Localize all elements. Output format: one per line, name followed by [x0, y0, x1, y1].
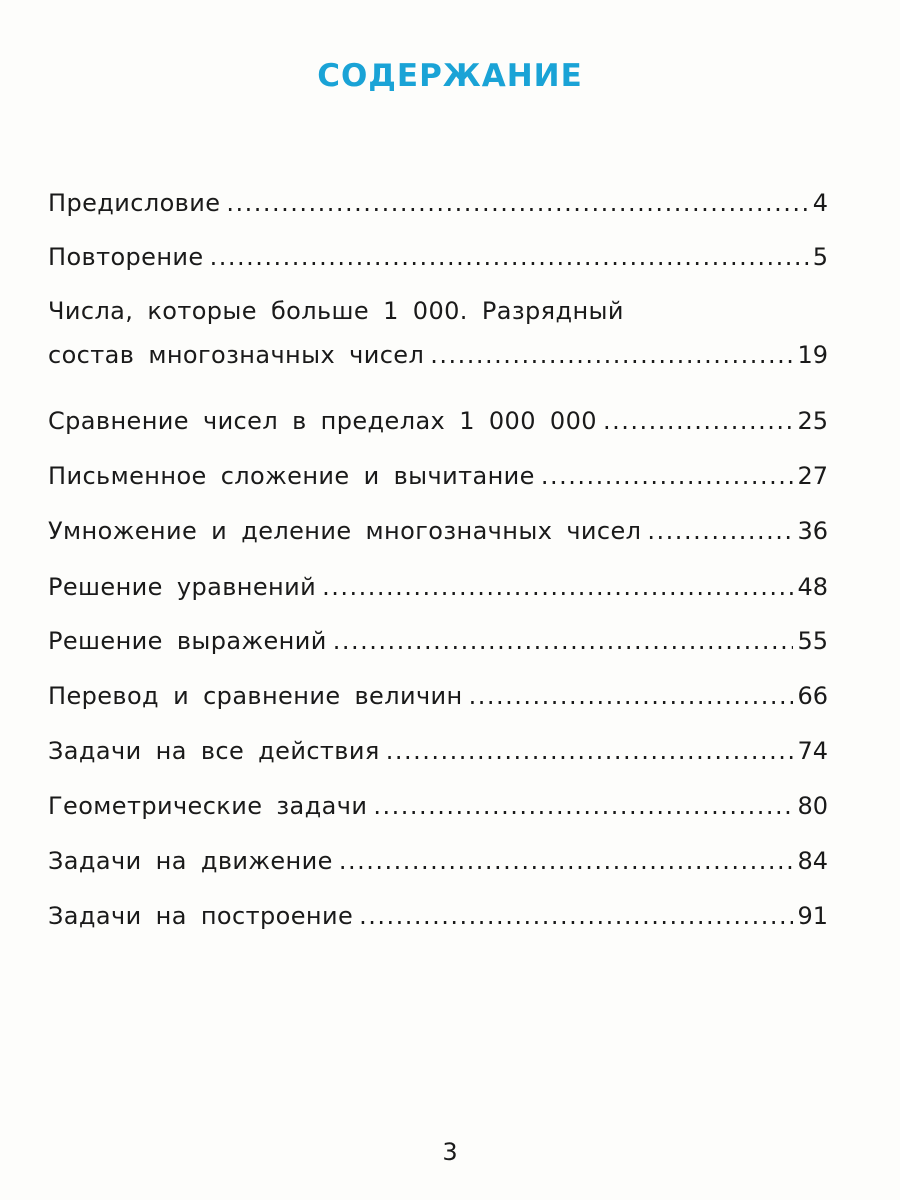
toc-entry-label-line1: Числа, которые больше 1 000. Разрядный — [48, 297, 624, 325]
toc-leader-dots — [210, 240, 809, 274]
page-title: СОДЕРЖАНИЕ — [317, 58, 583, 94]
toc-leader-dots — [430, 338, 793, 372]
toc-entry-page: 55 — [797, 627, 828, 655]
toc-entry-construction[interactable] — [48, 899, 828, 933]
toc-leader-dots — [339, 844, 794, 878]
toc-entry-page: 4 — [812, 189, 828, 217]
toc-leader-dots — [541, 459, 794, 493]
toc-entry-page: 19 — [797, 341, 828, 369]
toc-leader-dots — [469, 679, 794, 713]
toc-entry-label: Задачи на построение — [48, 902, 354, 930]
toc-entry-geometry[interactable] — [48, 789, 828, 823]
toc-entry-label: Задачи на все действия — [48, 737, 380, 765]
toc-entry-large-numbers[interactable] — [48, 294, 828, 372]
toc-entry-label: Задачи на движение — [48, 847, 333, 875]
toc-entry-page: 36 — [797, 517, 828, 545]
toc-entry-addition-subtraction[interactable] — [48, 459, 828, 493]
page-number: 3 — [442, 1138, 458, 1166]
toc-entry-quantities[interactable] — [48, 679, 828, 713]
toc-leader-dots — [359, 899, 793, 933]
toc-leader-dots — [603, 404, 794, 438]
toc-leader-dots — [386, 734, 794, 768]
toc-entry-label: Письменное сложение и вычитание — [48, 462, 535, 490]
toc-entry-page: 74 — [797, 737, 828, 765]
toc-entry-page: 48 — [797, 573, 828, 601]
toc-entry-label: Повторение — [48, 243, 204, 271]
toc-leader-dots — [226, 186, 808, 220]
toc-entry-page: 84 — [797, 847, 828, 875]
toc-entry-review[interactable] — [48, 240, 828, 274]
toc-entry-label: состав многозначных чисел — [48, 341, 425, 369]
toc-leader-dots — [373, 789, 793, 823]
toc-entry-page: 66 — [797, 682, 828, 710]
toc-entry-comparison[interactable] — [48, 404, 828, 438]
toc-entry-page: 5 — [812, 243, 828, 271]
toc-entry-preface[interactable] — [48, 186, 828, 220]
toc-entry-label: Предисловие — [48, 189, 221, 217]
toc-leader-dots — [647, 514, 793, 548]
toc-entry-label: Умножение и деление многозначных чисел — [48, 517, 642, 545]
toc-entry-label: Геометрические задачи — [48, 792, 368, 820]
toc-entry-multiplication-division[interactable] — [48, 514, 828, 548]
toc-entry-page: 91 — [797, 902, 828, 930]
toc-entry-label: Сравнение чисел в пределах 1 000 000 — [48, 407, 597, 435]
toc-entry-all-operations[interactable] — [48, 734, 828, 768]
toc-entry-label: Решение выражений — [48, 627, 327, 655]
toc-entry-expressions[interactable] — [48, 624, 828, 658]
toc-entry-motion[interactable] — [48, 844, 828, 878]
toc-entry-page: 25 — [797, 407, 828, 435]
toc-entry-page: 80 — [797, 792, 828, 820]
toc-entry-page: 27 — [797, 462, 828, 490]
toc-entry-equations[interactable] — [48, 570, 828, 604]
toc-entry-label: Решение уравнений — [48, 573, 317, 601]
toc-leader-dots — [322, 570, 793, 604]
toc-leader-dots — [333, 624, 794, 658]
toc-entry-label: Перевод и сравнение величин — [48, 682, 463, 710]
